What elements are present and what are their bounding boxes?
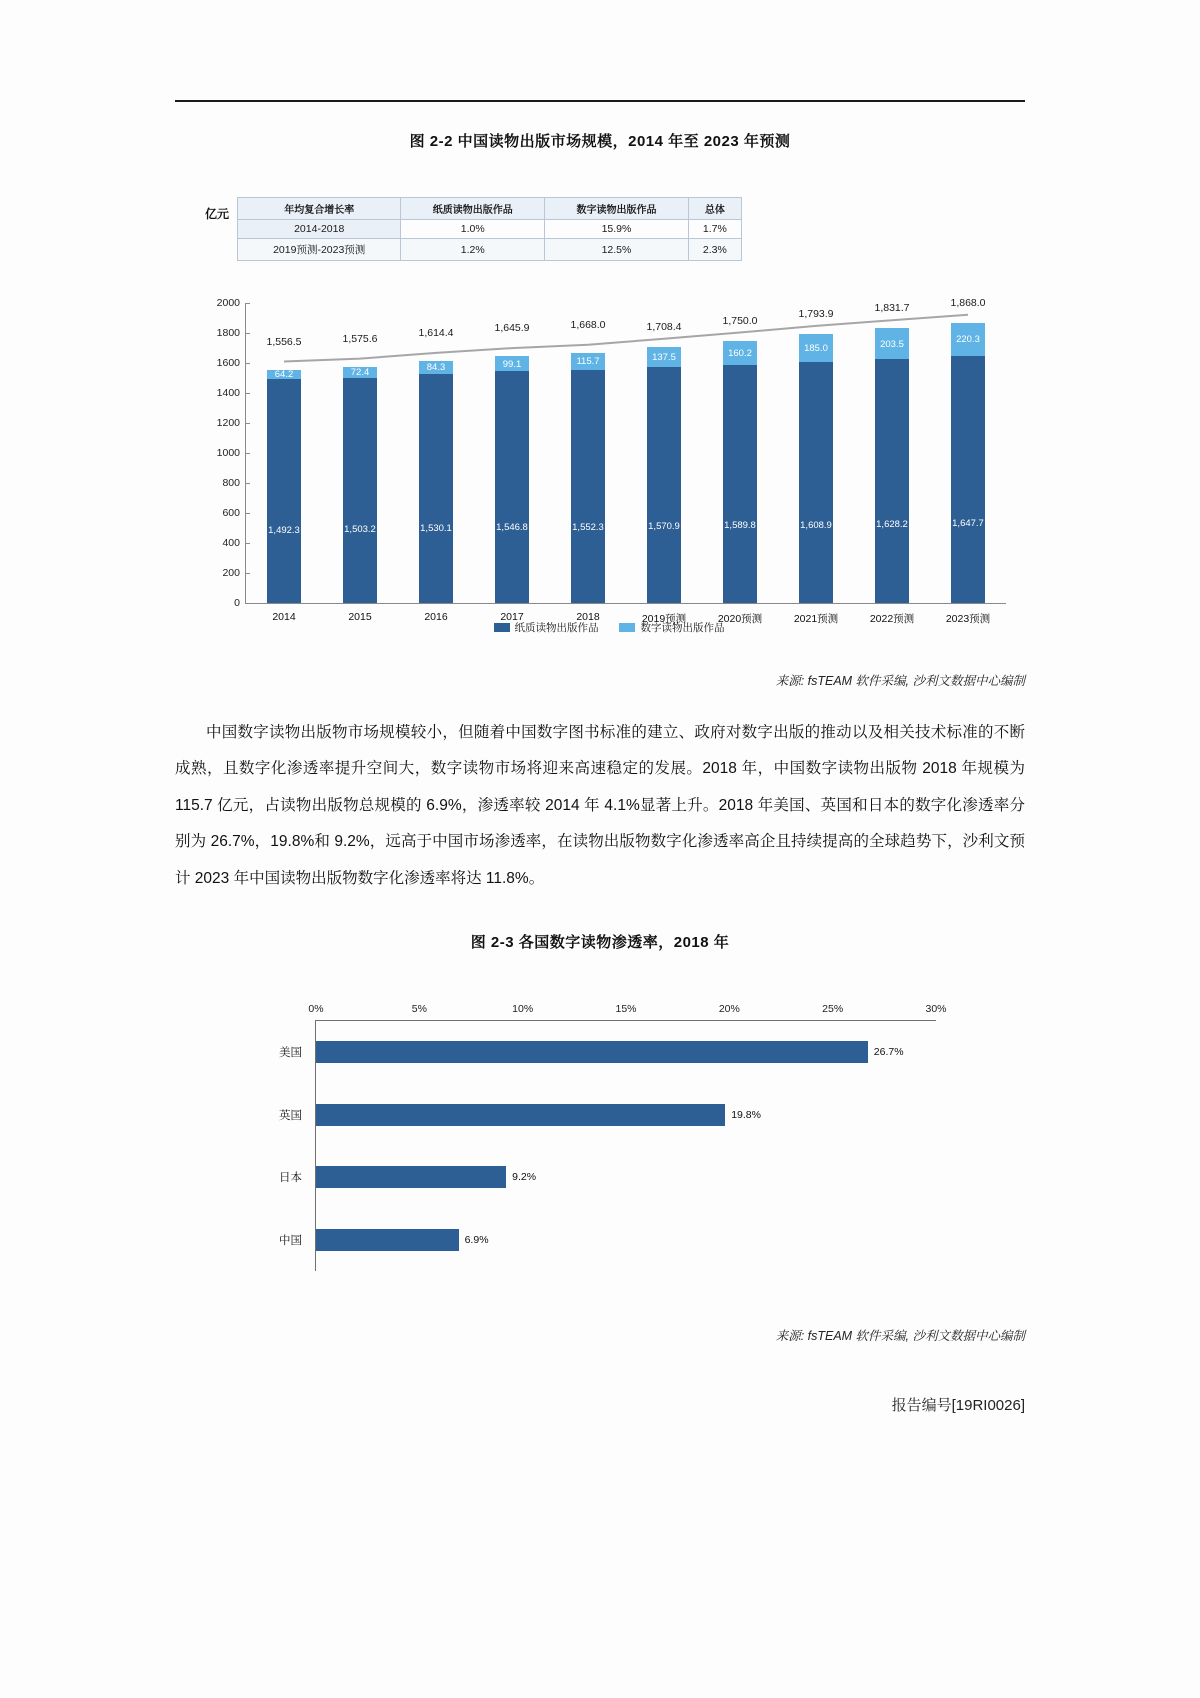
bar-total-label: 1,750.0 [722, 314, 758, 327]
bar-value-label-paper: 1,608.9 [800, 519, 832, 531]
hbar-row [279, 1146, 936, 1209]
bar-total-label: 1,645.9 [494, 322, 530, 335]
bar-segment-digital [267, 370, 301, 380]
figure-2-2-chart [175, 165, 1025, 665]
x-axis-tick: 30% [925, 1003, 947, 1016]
bar-column [474, 303, 550, 623]
bar-column [626, 303, 702, 625]
x-axis-tick: 20% [718, 1003, 740, 1016]
x-axis-tick: 2015 [348, 611, 372, 623]
legend-label-digital: 数字读物出版作品 [640, 622, 725, 634]
bar-segment-digital [343, 367, 377, 378]
bar-segment-digital [875, 328, 909, 359]
y-axis-unit-label: 亿元 [205, 207, 230, 221]
hbar-row [279, 1209, 936, 1272]
bar-total-label: 1,793.9 [798, 307, 834, 320]
x-axis-tick: 15% [615, 1003, 637, 1016]
body-paragraph: 中国数字读物出版物市场规模较小，但随着中国数字图书标准的建立、政府对数字出版的推动以及相关技术标准的不断成熟，且数字化渗透率提升空间大，数字读物市场将迎来高速稳定的发展。2018 年，中国数字读物出版物 2018 年规模为 115.7 亿元，占读物出版物总规模的 6.9%，渗透率较 2014 年 4.1%显著上升。2018 年美国、英国和日本的数字化渗透率分别为 26.7%，19.8%和 9.2%，远高于中国市场渗透率，在读物出版物数字化渗透率高企且持续提高的全球趋势下，沙利文预计 2023 年中国读物出版物数字化渗透率将达 11.8%。 [175, 724, 1025, 887]
bar-segment-digital [495, 356, 529, 371]
x-axis-tick: 2018 [576, 611, 600, 623]
x-axis-tick: 2014 [272, 611, 296, 623]
x-axis-tick: 2021预测 [793, 613, 839, 625]
y-axis-tick: 1400 [217, 387, 246, 399]
hbar-value-label: 26.7% [873, 1046, 904, 1059]
y-axis-tick: 1600 [217, 357, 246, 369]
x-axis-tick: 2019预测 [641, 613, 687, 625]
stacked-bar [267, 370, 301, 603]
stacked-bar [875, 328, 909, 603]
table-header-row [238, 198, 742, 220]
bar-value-label-paper: 1,492.3 [268, 524, 300, 536]
hbar-value-label: 9.2% [512, 1171, 537, 1184]
figure-2-2-source: 来源: fsTEAM 软件采编, 沙利文数据中心编制 [775, 674, 1025, 688]
x-axis-tick: 2023预测 [945, 613, 991, 625]
bar-value-label-digital: 99.1 [502, 358, 522, 370]
hbar-row [279, 1084, 936, 1147]
figure-2-3-chart [175, 978, 1025, 1308]
bar-value-label-digital: 64.2 [274, 369, 294, 381]
y-axis-tick: 1000 [217, 447, 246, 459]
bar-value-label-paper: 1,570.9 [648, 521, 680, 533]
bar-column [930, 296, 1006, 625]
bar-value-label-digital: 160.2 [728, 347, 752, 359]
stacked-bar [647, 347, 681, 603]
bar-total-label: 1,575.6 [342, 332, 378, 345]
y-axis-tick: 1800 [217, 327, 246, 339]
bar-segment-digital [419, 361, 453, 374]
bar-segment-paper [647, 367, 681, 603]
hbar-category-label: 美国 [279, 1047, 302, 1060]
bar-segment-paper [419, 374, 453, 604]
cagr-r1c3: 2.3% [688, 239, 741, 261]
legend-swatch-paper [494, 623, 510, 632]
bar-value-label-digital: 115.7 [576, 356, 600, 368]
y-axis-tick: 1200 [217, 417, 246, 429]
stacked-bar [799, 334, 833, 603]
cagr-r1c1: 1.2% [401, 239, 545, 261]
hbar-category-label: 英国 [279, 1109, 302, 1122]
hbar [316, 1166, 506, 1188]
cagr-table [237, 197, 742, 261]
bar-column [702, 303, 778, 625]
bar-value-label-digital: 185.0 [804, 342, 828, 354]
cagr-r0c1: 1.0% [401, 220, 545, 239]
y-axis-tick: 400 [222, 537, 246, 549]
bar-segment-paper [571, 370, 605, 603]
cagr-r0c3: 1.7% [688, 220, 741, 239]
figure-2-3-source: 来源: fsTEAM 软件采编, 沙利文数据中心编制 [775, 1329, 1025, 1344]
figure-2-2-title: 图 2-2 中国读物出版市场规模，2014 年至 2023 年预测 [409, 133, 791, 150]
cagr-r0c2: 15.9% [545, 220, 689, 239]
x-axis-tick: 25% [822, 1003, 844, 1016]
y-axis-tick: 2000 [217, 297, 246, 309]
bar-value-label-digital: 72.4 [350, 367, 370, 379]
hbar-category-label: 中国 [279, 1234, 302, 1247]
bar-segment-digital [951, 323, 985, 356]
x-axis-tick: 2022预测 [869, 613, 915, 625]
table-row [238, 239, 742, 261]
bar-value-label-paper: 1,546.8 [496, 522, 528, 534]
bar-segment-paper [343, 378, 377, 603]
x-axis-tick: 2016 [424, 611, 448, 623]
bar-total-label: 1,868.0 [950, 296, 986, 309]
bar-segment-paper [495, 371, 529, 603]
bar-total-label: 1,831.7 [874, 302, 910, 315]
table-row [238, 220, 742, 239]
stacked-bar [951, 323, 985, 603]
hbar [316, 1041, 868, 1063]
cagr-header-3: 总体 [688, 198, 741, 220]
cagr-header-2: 数字读物出版作品 [545, 198, 689, 220]
bar-value-label-paper: 1,589.8 [724, 520, 756, 532]
hbar [316, 1104, 725, 1126]
header-rule [175, 100, 1025, 102]
cagr-header-1: 纸质读物出版作品 [401, 198, 545, 220]
bar-total-label: 1,614.4 [418, 326, 454, 339]
hbar-row [279, 1021, 936, 1084]
cagr-r1c2: 12.5% [545, 239, 689, 261]
bar-value-label-paper: 1,503.2 [344, 524, 376, 536]
y-axis-tick: 600 [222, 507, 246, 519]
bar-column [246, 303, 322, 623]
cagr-header-0: 年均复合增长率 [238, 198, 401, 220]
bar-column [778, 303, 854, 625]
bar-total-label: 1,668.0 [570, 318, 606, 331]
bar-column [550, 303, 626, 623]
stacked-bar [571, 353, 605, 603]
bar-segment-paper [267, 379, 301, 603]
x-axis-tick: 10% [512, 1003, 534, 1016]
figure-2-2-legend [175, 620, 1025, 635]
x-axis-tick: 2020预测 [717, 613, 763, 625]
bar-value-label-digital: 203.5 [880, 338, 904, 350]
stacked-bar [419, 361, 453, 603]
report-number: 报告编号[19RI0026] [891, 1397, 1025, 1415]
bar-total-label: 1,556.5 [266, 335, 302, 348]
bar-value-label-digital: 84.3 [426, 362, 446, 374]
hbar-value-label: 6.9% [464, 1233, 489, 1246]
stacked-bar [343, 367, 377, 603]
bar-column [854, 302, 930, 625]
bar-total-label: 1,708.4 [646, 320, 682, 333]
stacked-bar [723, 341, 757, 604]
bar-segment-digital [799, 334, 833, 362]
bar-value-label-digital: 220.3 [956, 334, 980, 346]
bar-column [322, 303, 398, 623]
bar-segment-digital [571, 353, 605, 370]
bar-segment-paper [723, 365, 757, 603]
hbar-chart-plot-area [279, 1003, 947, 1271]
bar-segment-paper [799, 362, 833, 603]
page-content [175, 100, 1025, 1415]
bar-column [398, 303, 474, 623]
y-axis-tick: 0 [234, 597, 246, 609]
bar-segment-paper [951, 356, 985, 603]
x-axis-tick: 5% [411, 1003, 427, 1016]
figure-2-3-title: 图 2-3 各国数字读物渗透率，2018 年 [470, 934, 730, 952]
x-axis-tick: 0% [308, 1003, 324, 1016]
bar-value-label-paper: 1,647.7 [952, 517, 984, 529]
bar-value-label-digital: 137.5 [652, 352, 676, 364]
cagr-r0c0: 2014-2018 [238, 220, 401, 239]
y-axis-tick: 200 [222, 567, 246, 579]
x-axis-tick: 2017 [500, 611, 524, 623]
legend-label-paper: 纸质读物出版作品 [514, 622, 599, 634]
bar-value-label-paper: 1,628.2 [876, 518, 908, 530]
bar-segment-digital [723, 341, 757, 365]
y-axis-tick: 800 [222, 477, 246, 489]
bar-segment-paper [875, 359, 909, 603]
bar-value-label-paper: 1,552.3 [572, 522, 604, 534]
bar-chart-plot-area [216, 296, 1006, 625]
legend-swatch-digital [619, 623, 635, 632]
cagr-r1c0: 2019预测-2023预测 [238, 239, 401, 261]
bar-segment-digital [647, 347, 681, 368]
stacked-bar [495, 356, 529, 603]
bar-value-label-paper: 1,530.1 [420, 523, 452, 535]
hbar [316, 1229, 459, 1251]
hbar-value-label: 19.8% [731, 1108, 761, 1121]
hbar-category-label: 日本 [279, 1172, 302, 1185]
